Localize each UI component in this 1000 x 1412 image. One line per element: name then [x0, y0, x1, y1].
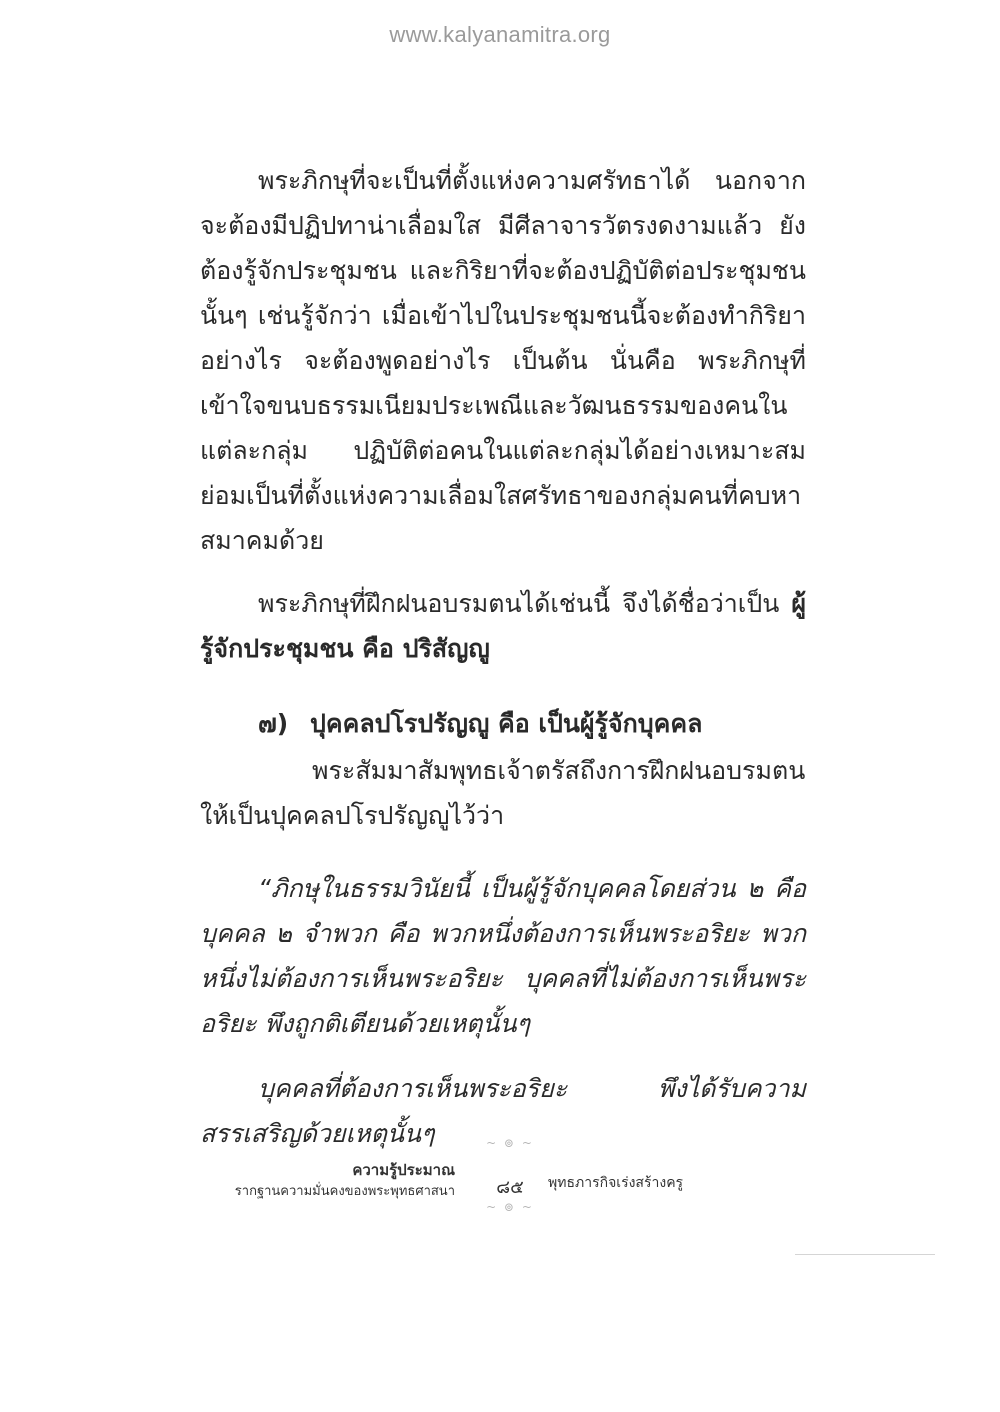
paragraph-2-text: พระภิกษุที่ฝึกฝนอบรมตนได้เช่นนี้ จึงได้ชื่อว่าเป็น: [258, 589, 792, 618]
paragraph-3: พระสัมมาสัมพุทธเจ้าตรัสถึงการฝึกฝนอบรมตนให้เป็นปุคคลปโรปรัญญูไว้ว่า: [200, 756, 806, 830]
quote-1: “ภิกษุในธรรมวินัยนี้ เป็นผู้รู้จักบุคคลโดยส่วน ๒ คือ บุคคล ๒ จำพวก คือ พวกหนึ่งต้องการเห็นพระอริยะ พวกหนึ่งไม่ต้องการเห็นพระอริยะ บุคคลที่ไม่ต้องการเห็นพระอริยะ พึงถูกติเตียนด้วยเหตุนั้นๆ: [200, 874, 806, 1038]
ornament-bottom-icon: ~ ⊚ ~: [486, 1200, 534, 1214]
page-footer: [0, 1136, 1000, 1220]
quote-2: บุคคลที่ต้องการเห็นพระอริยะ พึงได้รับความสรรเสริญด้วยเหตุนั้นๆ: [200, 1074, 806, 1148]
main-text: [200, 158, 806, 1156]
ornament-top-icon: ~ ⊚ ~: [486, 1136, 534, 1150]
page-number: ๘๕: [496, 1177, 524, 1198]
paragraph-1: พระภิกษุที่จะเป็นที่ตั้งแห่งความศรัทธาได้ นอกจากจะต้องมีปฏิปทาน่าเลื่อมใส มีศีลาจารวัตรงดงามแล้ว ยังต้องรู้จักประชุมชน และกิริยาที่จะต้องปฏิบัติต่อประชุมชนนั้นๆ เช่นรู้จักว่า เมื่อเข้าไปในประชุมชนนี้จะต้องทำกิริยาอย่างไร จะต้องพูดอย่างไร เป็นต้น นั่นคือ พระภิกษุที่เข้าใจขนบธรรมเนียมประเพณีและวัฒนธรรมของคนในแต่ละกลุ่ม ปฏิบัติต่อคนในแต่ละกลุ่มได้อย่างเหมาะสม ย่อมเป็นที่ตั้งแห่งความเลื่อมใสศรัทธาของกลุ่มคนที่คบหาสมาคมด้วย: [200, 166, 806, 555]
section-title: ปุคคลปโรปรัญญู คือ เป็นผู้รู้จักบุคคล: [310, 709, 703, 738]
section-number: ๗): [258, 709, 289, 738]
paragraph-2: [200, 581, 806, 671]
watermark-url: www.kalyanamitra.org: [389, 22, 611, 47]
divider-line: [795, 1254, 935, 1255]
series-title: พุทธภารกิจเร่งสร้างครู: [548, 1175, 684, 1191]
book-title: ความรู้ประมาณ: [352, 1161, 455, 1179]
paragraph-2-bold: ผู้รู้จักประชุมชน คือ ปริสัญญู: [200, 589, 806, 663]
book-subtitle: รากฐานความมั่นคงของพระพุทธศาสนา: [234, 1184, 455, 1199]
section-heading: [200, 701, 806, 746]
